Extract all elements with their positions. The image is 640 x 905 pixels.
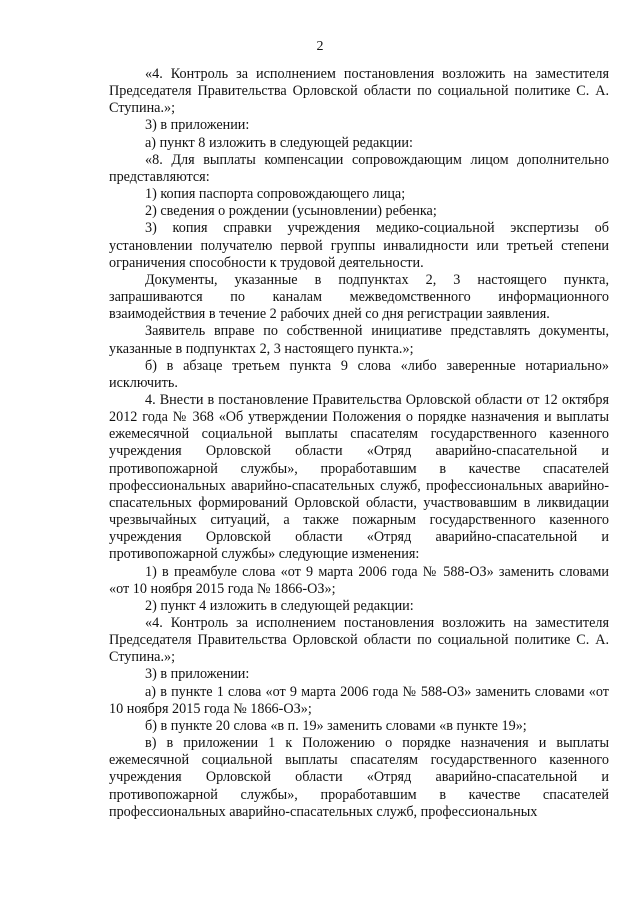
paragraph: 3) в приложении: [145, 666, 250, 683]
paragraph: Документы, указанные в подпунктах 2, 3 настоящего пункта, запрашиваются по каналам межведомственного информационного взаимодействия в течение 2 рабочих дней со дня регистрации заявления. [109, 271, 609, 323]
paragraph: в) в приложении 1 к Положению о порядке назначения и выплаты ежемесячной социальной выплаты спасателям государственного казенного учреждения Орловской области «Отряд аварийно-спасательной и противопожарной службы», проработавшим в качестве спасателей профессиональных аварийно-спасательных служб, профессиональных [109, 735, 609, 820]
paragraph: 4. Внести в постановление Правительства Орловской области от 12 октября 2012 года № 368 «Об утверждении Положения о порядке назначения и выплаты ежемесячной социальной выплаты спасателям государственного казенного учреждения Орловской области «Отряд аварийно-спасательной и противопожарной службы», проработавшим в качестве спасателей профессиональных аварийно-спасательных служб, профессиональных аварийно-спасательных формирований Орловской области, участвовавшим в ликвидации чрезвычайных ситуаций, а также пожарным государственного казенного учреждения Орловской области «Отряд аварийно-спасательной и противопожарной службы» следующие изменения: [109, 391, 609, 563]
paragraph: 1) копия паспорта сопровождающего лица; [145, 186, 406, 203]
paragraph: а) в пункте 1 слова «от 9 марта 2006 года № 588-ОЗ» заменить словами «от 10 ноября 2015 года № 1866-ОЗ»; [109, 683, 609, 717]
paragraph: б) в пункте 20 слова «в п. 19» заменить словами «в пункте 19»; [145, 717, 527, 734]
paragraph: 2) пункт 4 изложить в следующей редакции: [145, 597, 414, 614]
paragraph: «4. Контроль за исполнением постановления возложить на заместителя Председателя Правительства Орловской области по социальной политике С. А. Ступина.»; [109, 615, 609, 666]
document-body [109, 66, 609, 821]
paragraph: б) в абзаце третьем пункта 9 слова «либо заверенные нотариально» исключить. [109, 357, 609, 391]
page-number: 2 [316, 39, 324, 54]
paragraph: «4. Контроль за исполнением постановления возложить на заместителя Председателя Правительства Орловской области по социальной политике С. А. Ступина.»; [109, 66, 609, 117]
paragraph: а) пункт 8 изложить в следующей редакции: [145, 134, 413, 151]
paragraph: 3) в приложении: [145, 117, 250, 134]
paragraph: 1) в преамбуле слова «от 9 марта 2006 года № 588-ОЗ» заменить словами «от 10 ноября 2015 года № 1866-ОЗ»; [109, 563, 609, 597]
paragraph: 2) сведения о рождении (усыновлении) ребенка; [145, 203, 437, 220]
paragraph: Заявитель вправе по собственной инициативе представлять документы, указанные в подпунктах 2, 3 настоящего пункта.»; [109, 323, 609, 357]
paragraph: «8. Для выплаты компенсации сопровождающим лицом дополнительно представляются: [109, 151, 609, 185]
paragraph: 3) копия справки учреждения медико-социальной экспертизы об установлении получателю первой группы инвалидности или третьей степени ограничения способности к трудовой деятельности. [109, 220, 609, 271]
